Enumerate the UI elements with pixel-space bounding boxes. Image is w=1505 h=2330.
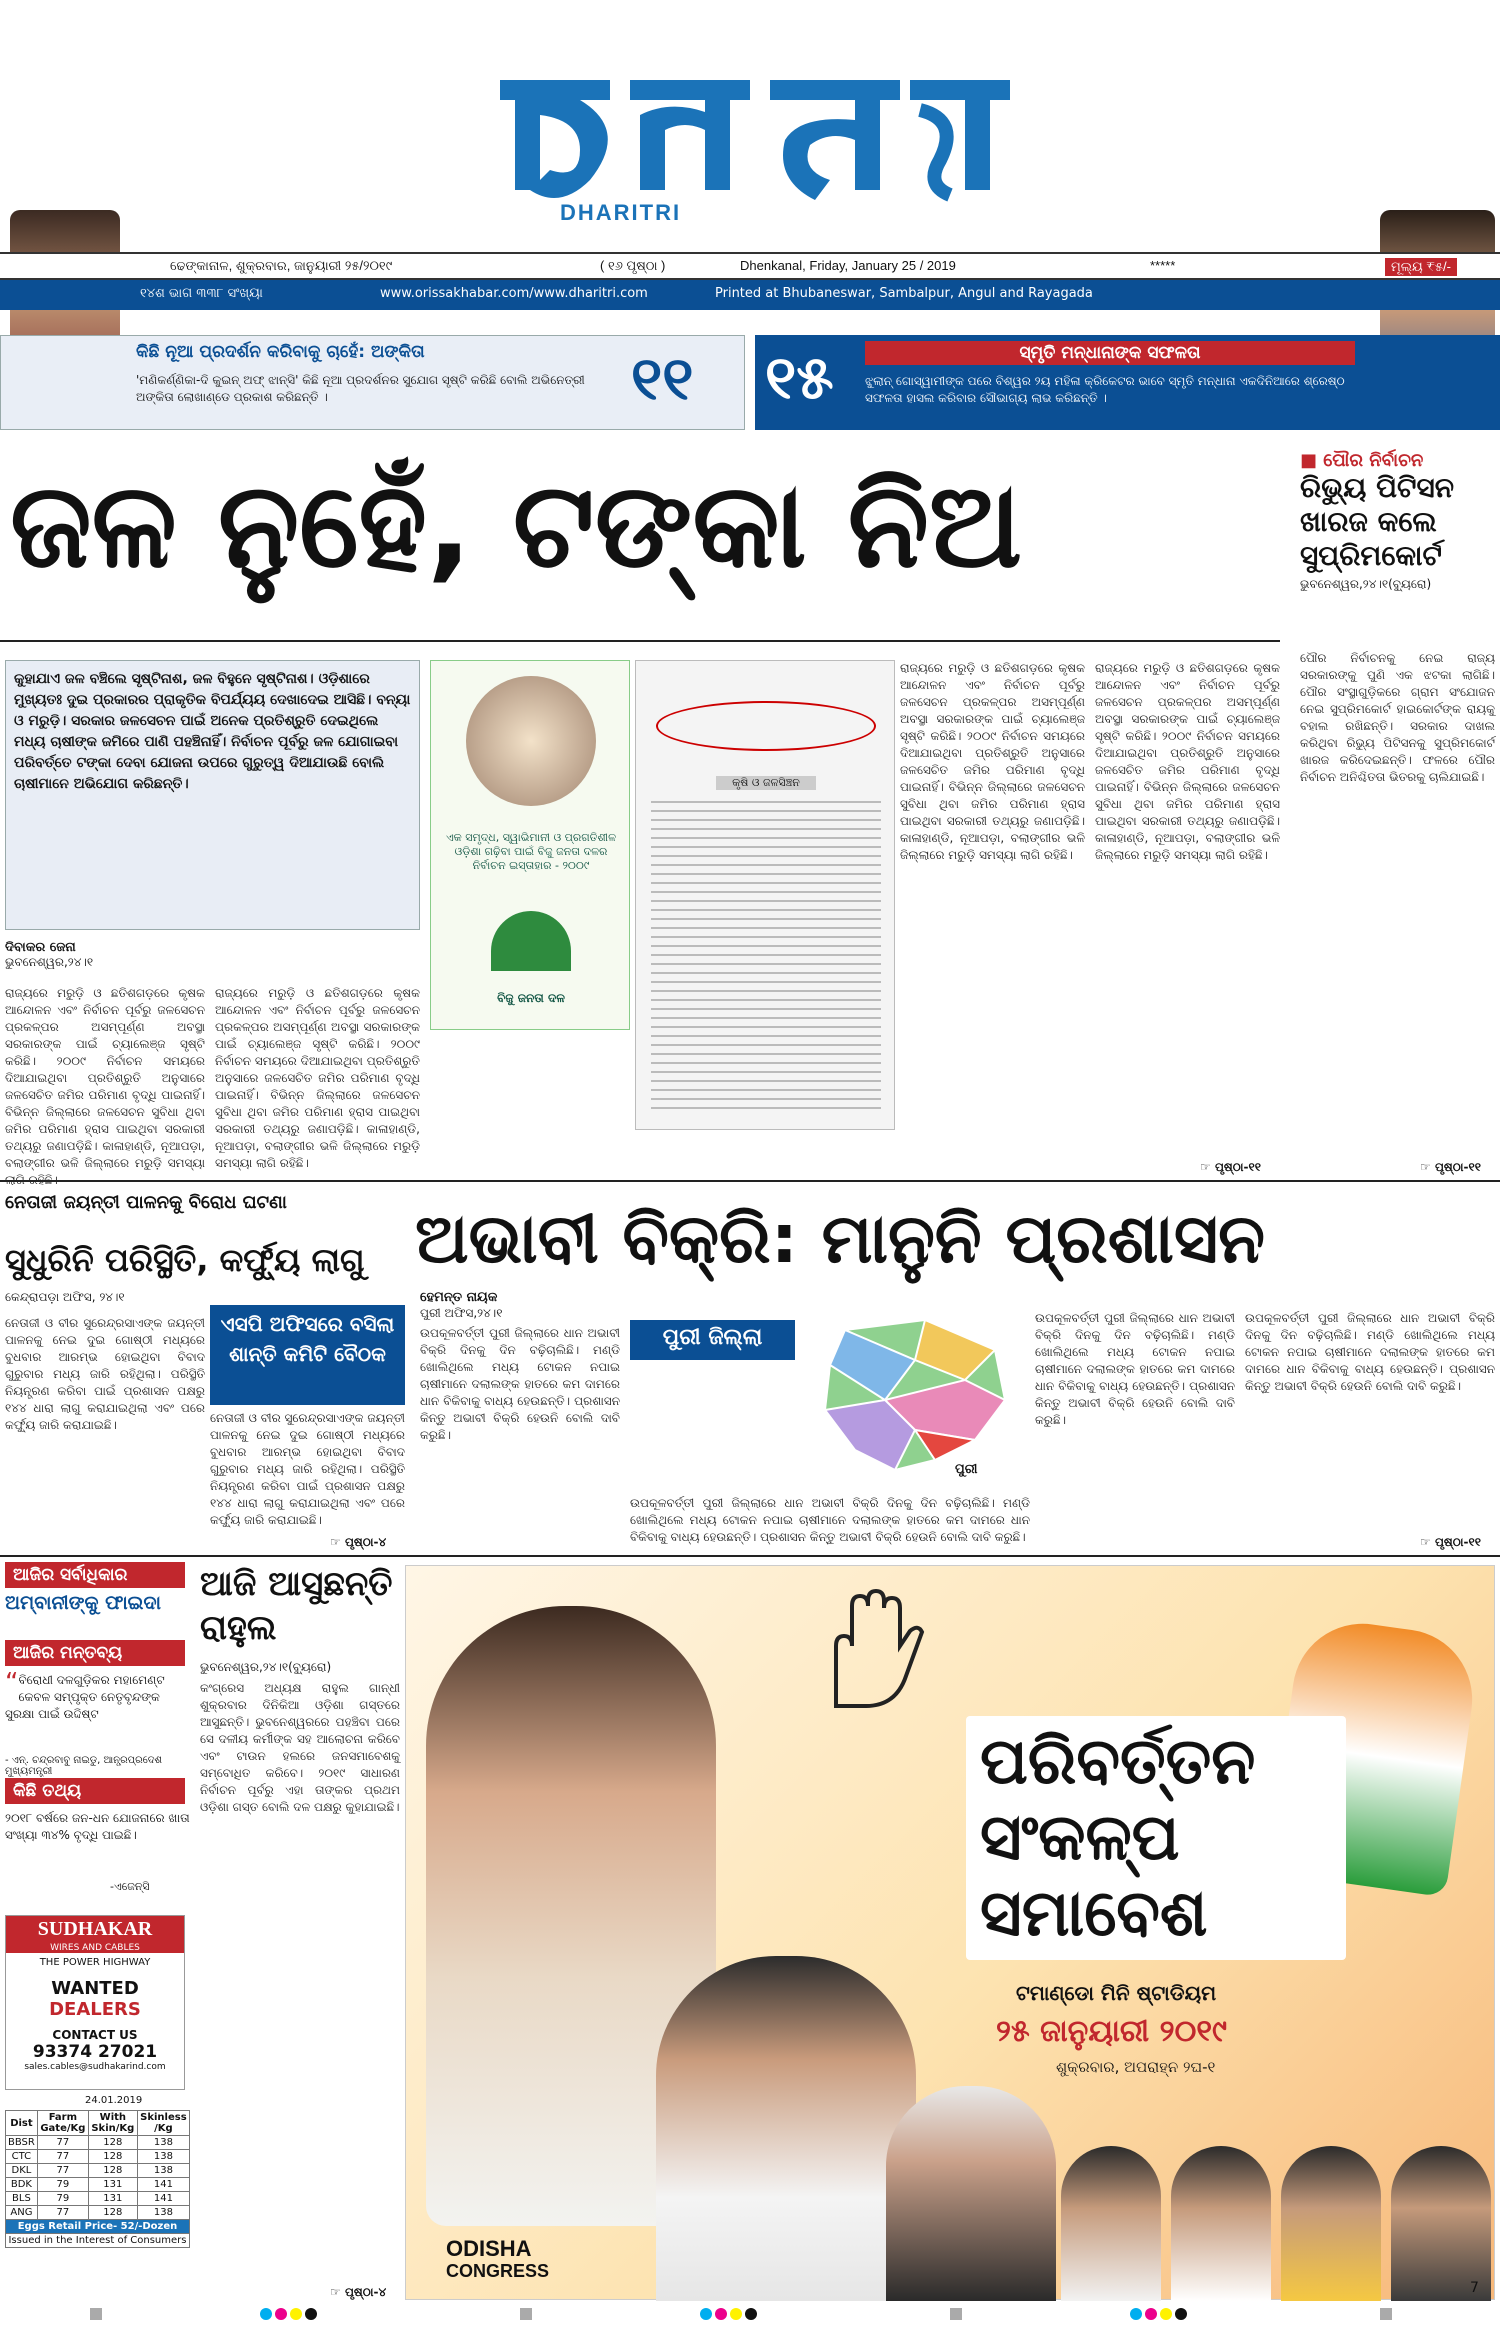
brief-text-1: ଅମ୍ବାନୀଙ୍କୁ ଫାଇଦା [5, 1592, 161, 1614]
leader-photo-7 [1391, 2146, 1491, 2301]
teaser-page: ୧୧ [631, 344, 694, 414]
hand-symbol-icon [806, 1586, 926, 1716]
egg-price-table [5, 2110, 190, 2248]
lead-body-col3: ରାଜ୍ୟରେ ମରୁଡ଼ି ଓ ଛତିଶଗଡ଼ରେ କୃଷକ ଆନ୍ଦୋଳନ ଏବଂ ନିର୍ବାଚନ ପୂର୍ବରୁ ଜଳସେଚନ ପ୍ରକଳ୍ପର ଅସମ୍ପୂର୍ଣ୍ଣ ଅବସ୍ଥା ସରକାରଙ୍କ ପାଇଁ ଚ୍ୟାଲେଞ୍ଜ ସୃଷ୍ଟି କରିଛି। ୨୦୦୯ ନିର୍ବାଚନ ସମୟରେ ଦିଆଯାଇଥିବା ପ୍ରତିଶ୍ରୁତି ଅନୁସାରେ ଜଳସେଚିତ ଜମିର ପରିମାଣ ବୃଦ୍ଧି ପାଇନାହିଁ। ବିଭିନ୍ନ ଜିଲ୍ଲାରେ ଜଳସେଚନ ସୁବିଧା ଥିବା ଜମିର ପରିମାଣ ହ୍ରାସ ପାଇଥିବା ସରକାରୀ ତଥ୍ୟରୁ ଜଣାପଡ଼ିଛି। କାଳାହାଣ୍ଡି, ନୂଆପଡ଼ା, ବଲାଙ୍ଗୀର ଭଳି ଜିଲ୍ଲାରେ ମରୁଡ଼ି ସମସ୍ୟା ଲାଗି ରହିଛି। [900, 661, 1085, 862]
lead-body-col1: ରାଜ୍ୟରେ ମରୁଡ଼ି ଓ ଛତିଶଗଡ଼ରେ କୃଷକ ଆନ୍ଦୋଳନ ଏବଂ ନିର୍ବାଚନ ପୂର୍ବରୁ ଜଳସେଚନ ପ୍ରକଳ୍ପର ଅସମ୍ପୂର୍ଣ୍ଣ ଅବସ୍ଥା ସରକାରଙ୍କ ପାଇଁ ଚ୍ୟାଲେଞ୍ଜ ସୃଷ୍ଟି କରିଛି। ୨୦୦୯ ନିର୍ବାଚନ ସମୟରେ ଦିଆଯାଇଥିବା ପ୍ରତିଶ୍ରୁତି ଅନୁସାରେ ଜଳସେଚିତ ଜମିର ପରିମାଣ ବୃଦ୍ଧି ପାଇନାହିଁ। ବିଭିନ୍ନ ଜିଲ୍ଲାରେ ଜଳସେଚନ ସୁବିଧା ଥିବା ଜମିର ପରିମାଣ ହ୍ରାସ ପାଇଥିବା ସରକାରୀ ତଥ୍ୟରୁ ଜଣାପଡ଼ିଛି। କାଳାହାଣ୍ଡି, ନୂଆପଡ଼ା, ବଲାଙ୍ଗୀର ଭଳି ଜିଲ୍ଲାରେ ମରୁଡ଼ି ସମସ୍ୟା [5, 986, 205, 1170]
side-dateline: ଭୁବନେଶ୍ୱର,୨୪।୧(ବ୍ୟୁରୋ) [1300, 577, 1432, 591]
dharitri-logo-icon [470, 20, 1030, 230]
site-url[interactable]: www.orissakhabar.com/www.dharitri.com [380, 286, 648, 301]
ad-venue: ଟମାଣ୍ଡୋ ମିନି ଷ୍ଟାଡିୟମ [1016, 1981, 1217, 2005]
rahul-headline: ଆଜି ଆସୁଛନ୍ତି ରାହୁଲ [200, 1564, 393, 1648]
sudhakar-ad[interactable] [5, 1915, 185, 2090]
date-odia: ଢେଙ୍କାନାଳ, ଶୁକ୍ରବାର, ଜାନୁୟାରୀ ୨୫/୨୦୧୯ [170, 258, 393, 273]
masthead-logo [470, 20, 1030, 230]
brief-fact: ୨୦୧୮ ବର୍ଷରେ ଜନ-ଧନ ଯୋଜନାରେ ଖାତା ସଂଖ୍ୟା ୩୪% ବୃଦ୍ଧି ପାଇଛି। [5, 1811, 190, 1842]
sudhakar-sub: WIRES AND CABLES [6, 1943, 184, 1953]
story-three-body-col4: ଉପକୂଳବର୍ତ୍ତୀ ପୁରୀ ଜିଲ୍ଲାରେ ଧାନ ଅଭାବୀ ବିକ୍ରି ଦିନକୁ ଦିନ ବଢ଼ିଚାଲିଛି। ମଣ୍ଡି ଖୋଲିଥିଲେ ମଧ୍ୟ ଟୋକନ ନପାଇ ଚାଷୀମାନେ ଦଲାଲଙ୍କ ହାତରେ କମ ଦାମରେ ଧାନ ବିକିବାକୁ ବାଧ୍ୟ ହେଉଛନ୍ତି। ପ୍ରଶାସନ କିନ୍ତୁ ଅଭାବୀ ବିକ୍ରି ହେଉନି ବୋଲି ଦାବି କରୁଛି। [1245, 1311, 1495, 1393]
conch-symbol-icon [491, 911, 571, 971]
teaser-body: 'ମଣିକର୍ଣ୍ଣିକା-ଦି କୁଇନ୍ ଅଫ୍ ଝାନ୍ସି' କିଛି ନୂଆ ପ୍ରଦର୍ଶନର ସୁଯୋଗ ସୃଷ୍ଟି କରିଛି ବୋଲି ଅଭିନେତ୍ରୀ ଅଙ୍କିତା ଲୋଖାଣ୍ଡେ ପ୍ରକାଶ କରିଛନ୍ତି । [136, 373, 585, 404]
table-row: BLS 79 131 141 [6, 2192, 190, 2206]
date-en: Dhenkanal, Friday, January 25 / 2019 [740, 258, 956, 273]
sudhakar-email[interactable]: sales.cables@sudhakarind.com [24, 2062, 166, 2072]
brief-fact-src: -ଏଜେନ୍ସି [110, 1880, 150, 1893]
printed-at: Printed at Bhubaneswar, Sambalpur, Angul and Rayagada [715, 286, 1093, 301]
lead-summary: କୁହାଯାଏ ଜଳ ବଞ୍ଚିଲେ ସୃଷ୍ଟିନାଶ, ଜଳ ବିହୁନେ ସୃଷ୍ଟିନାଶ। ଓଡ଼ିଶାରେ ମୁଖ୍ୟତଃ ଦୁଇ ପ୍ରକାରର ପ୍ରାକୃତିକ ବିପର୍ଯ୍ୟୟ ଦେଖାଦେଇ ଆସିଛି। ବନ୍ୟା ଓ ମରୁଡ଼ି। ସରକାର ଜଳସେଚନ ପାଇଁ ଅନେକ ପ୍ରତିଶ୍ରୁତି ଦେଇଥିଲେ ମଧ୍ୟ ଚାଷୀଙ୍କ ଜମିରେ ପାଣି ପହଞ୍ଚିନାହିଁ। ନିର୍ବାଚନ ପୂର୍ବରୁ ଜଳ ଯୋଗାଇବା ପରିବର୍ତ୍ତେ ଟଙ୍କା ଦେବା ଯୋଜନା ଉପରେ ଗୁରୁତ୍ୱ ଦିଆଯାଉଛି ବୋଲି ଚାଷୀମାନେ ଅଭିଯୋଗ କରିଛନ୍ତି। [5, 660, 420, 930]
reg-cmyk-2 [700, 2305, 760, 2317]
brief-quote-by: - ଏନ୍. ଚନ୍ଦ୍ରବାବୁ ନାଇଡୁ, ଆନ୍ଧ୍ରପ୍ରଦେଶ ମୁଖ୍ୟମନ୍ତ୍ରୀ [5, 1755, 163, 1777]
manifesto-page-image [635, 660, 895, 1130]
table-row: BBSR 77 128 138 [6, 2136, 190, 2150]
highlight-ellipse [656, 701, 876, 751]
congress-rally-ad[interactable] [405, 1565, 1495, 2300]
table-row: CTC 77 128 138 [6, 2150, 190, 2164]
side-story-body: ପୌର ନିର୍ବାଚନକୁ ନେଇ ରାଜ୍ୟ ସରକାରଙ୍କୁ ପୁଣି ଏକ ଝଟକା ଲାଗିଛି। ପୌର ସଂସ୍ଥାଗୁଡ଼ିକରେ ଗ୍ରାମ ସଂଯୋଜନ ନେଇ ସୁପ୍ରିମକୋର୍ଟ ହାଇକୋର୍ଟଙ୍କ ରାୟକୁ ବହାଲ ରଖିଛନ୍ତି। ସରକାର ଦାଖଲ କରିଥିବା ରିଭ୍ୟୁ ପିଟିସନକୁ ସୁପ୍ରିମକୋର୍ଟ ଖାରଜ କରିଦେଇଛନ୍ତି। ଫଳରେ ପୌର ନିର୍ବାଚନ ଅନିଶ୍ଚିତତା ଭିତରକୁ ଚାଲିଯାଇଛି। [1300, 651, 1495, 784]
info-stripe [0, 280, 1500, 310]
quote-icon: “ [5, 1668, 19, 1698]
table-row: DKL 77 128 138 [6, 2164, 190, 2178]
manifesto-image [430, 660, 630, 1030]
leader-photo-5 [1171, 2146, 1271, 2301]
sudhakar-tag: THE POWER HIGHWAY [39, 1957, 151, 1968]
story-two-body-col2: ନେତାଜୀ ଓ ବୀର ସୁରେନ୍ଦ୍ରସାଏଙ୍କ ଜୟନ୍ତୀ ପାଳନକୁ ନେଇ ଦୁଇ ଗୋଷ୍ଠୀ ମଧ୍ୟରେ ବୁଧବାର ଆରମ୍ଭ ହୋଇଥିବା ବିବାଦ ଗୁରୁବାର ମଧ୍ୟ ଜାରି ରହିଥିଲା। ପରିସ୍ଥିତି ନିୟନ୍ତ୍ରଣ କରିବା ପାଇଁ ପ୍ରଶାସନ ପକ୍ଷରୁ ୧୪୪ ଧାରା ଲାଗୁ କରାଯାଇଥିଲା ଏବଂ ପରେ କର୍ଫ୍ୟୁ ଜାରି କରାଯାଇଛି। [210, 1411, 405, 1527]
ad-title-line3: ସମାବେଶ [980, 1877, 1208, 1951]
ad-title-line1: ପରିବର୍ତ୍ତନ [980, 1725, 1256, 1799]
pages-odia: ( ୧୬ ପୃଷ୍ଠା ) [600, 258, 666, 273]
reg-gray-4 [1380, 2305, 1395, 2317]
rule [0, 1555, 1500, 1557]
table-row: BDK 79 131 141 [6, 2178, 190, 2192]
story-three-headline: ଅଭାବୀ ବିକ୍ରି: ମାନୁନି ପ୍ରଶାସନ [415, 1200, 1266, 1279]
manifesto-party: ବିଜୁ ଜନତା ଦଳ [497, 991, 565, 1005]
sudhakar-brand: SUDHAKAR [6, 1916, 184, 1943]
ad-date: ୨୫ ଜାନୁୟାରୀ ୨୦୧୯ [996, 2014, 1227, 2049]
sudhakar-dealers: DEALERS [49, 1999, 141, 2020]
story-two-headline: ସୁଧୁରିନି ପରିସ୍ଥିତି, କର୍ଫ୍ୟୁ ଲାଗୁ [5, 1241, 365, 1279]
story-three-body-col2: ଉପକୂଳବର୍ତ୍ତୀ ପୁରୀ ଜିଲ୍ଲାରେ ଧାନ ଅଭାବୀ ବିକ୍ରି ଦିନକୁ ଦିନ ବଢ଼ିଚାଲିଛି। ମଣ୍ଡି ଖୋଲିଥିଲେ ମଧ୍ୟ ଟୋକନ ନପାଇ ଚାଷୀମାନେ ଦଲାଲଙ୍କ ହାତରେ କମ ଦାମରେ ଧାନ ବିକିବାକୁ ବାଧ୍ୟ ହେଉଛନ୍ତି। ପ୍ରଶାସନ କିନ୍ତୁ ଅଭାବୀ ବିକ୍ରି ହେଉନି ବୋଲି ଦାବି କରୁଛି। [630, 1496, 1030, 1544]
rahul-body: କଂଗ୍ରେସ ଅଧ୍ୟକ୍ଷ ରାହୁଲ ଗାନ୍ଧୀ ଶୁକ୍ରବାର ଦିନିକିଆ ଓଡ଼ିଶା ଗସ୍ତରେ ଆସୁଛନ୍ତି। ଭୁବନେଶ୍ୱରରେ ପହଞ୍ଚିବା ପରେ ସେ ଦଳୀୟ କର୍ମୀଙ୍କ ସହ ଆଲୋଚନା କରିବେ ଏବଂ ଟାଉନ ହଲରେ ଜନସମାବେଶକୁ ସମ୍ବୋଧିତ କରିବେ। ୨୦୧୯ ସାଧାରଣ ନିର୍ବାଚନ ପୂର୍ବରୁ ଏହା ତାଙ୍କର ପ୍ରଥମ ଓଡ଼ିଶା ଗସ୍ତ ବୋଲି ଦଳ ପକ୍ଷରୁ କୁହାଯାଇଛି। [200, 1681, 400, 1814]
ad-title [966, 1716, 1346, 1960]
brief-quote: “ ବିରୋଧୀ ଦଳଗୁଡ଼ିକର ମହାମେଣ୍ଟ କେବଳ ସମ୍ପୃକ୍ତ ନେତୃବୃନ୍ଦଙ୍କ ସୁରକ୍ଷା ପାଇଁ ଉଦ୍ଦିଷ୍ଟ [5, 1668, 165, 1721]
egg-note-row: Issued in the Interest of Consumers [6, 2234, 190, 2248]
price: ମୂଲ୍ୟ ₹୫/- [1385, 258, 1457, 276]
teaser-page: ୧୫ [765, 343, 834, 413]
teaser-body: ଝୁଲାନ୍ ଗୋସ୍ୱାମୀଙ୍କ ପରେ ବିଶ୍ୱର ୨ୟ ମହିଳା କ୍ରିକେଟର ଭାବେ ସ୍ମୃତି ମନ୍ଧାନା ଏକଦିନିଆରେ ଶ୍ରେଷ୍ଠ ସଫଳତା ହାସଲ କରିବାର ସୌଭାଗ୍ୟ ଲାଭ କରିଛନ୍ତି । [865, 374, 1345, 405]
dateline-bar [0, 252, 1500, 280]
teaser-smriti[interactable] [755, 335, 1500, 430]
story-two-body-col1: ନେତାଜୀ ଓ ବୀର ସୁରେନ୍ଦ୍ରସାଏଙ୍କ ଜୟନ୍ତୀ ପାଳନକୁ ନେଇ ଦୁଇ ଗୋଷ୍ଠୀ ମଧ୍ୟରେ ବୁଧବାର ଆରମ୍ଭ ହୋଇଥିବା ବିବାଦ ଗୁରୁବାର ମଧ୍ୟ ଜାରି ରହିଥିଲା। ପରିସ୍ଥିତି ନିୟନ୍ତ୍ରଣ କରିବା ପାଇଁ ପ୍ରଶାସନ ପକ୍ଷରୁ ୧୪୪ ଧାରା ଲାଗୁ କରାଯାଇଥିଲା ଏବଂ ପରେ କର୍ଫ୍ୟୁ ଜାରି କରାଯାଇଛି। [5, 1316, 205, 1432]
puri-district-box: ପୁରୀ ଜିଲ୍ଲା [630, 1320, 795, 1360]
story-two-dateline: କେନ୍ଦ୍ରାପଡ଼ା ଅଫିସ, ୨୪।୧ [5, 1290, 125, 1304]
sudhakar-wanted: WANTED [51, 1978, 139, 1999]
story-three-body-col3: ଉପକୂଳବର୍ତ୍ତୀ ପୁରୀ ଜିଲ୍ଲାରେ ଧାନ ଅଭାବୀ ବିକ୍ରି ଦିନକୁ ଦିନ ବଢ଼ିଚାଲିଛି। ମଣ୍ଡି ଖୋଲିଥିଲେ ମଧ୍ୟ ଟୋକନ ନପାଇ ଚାଷୀମାନେ ଦଲାଲଙ୍କ ହାତରେ କମ ଦାମରେ ଧାନ ବିକିବାକୁ ବାଧ୍ୟ ହେଉଛନ୍ତି। ପ୍ରଶାସନ କିନ୍ତୁ ଅଭାବୀ ବିକ୍ରି ହେଉନି ବୋଲି ଦାବି କରୁଛି। [1035, 1311, 1235, 1427]
lead-body-col4: ରାଜ୍ୟରେ ମରୁଡ଼ି ଓ ଛତିଶଗଡ଼ରେ କୃଷକ ଆନ୍ଦୋଳନ ଏବଂ ନିର୍ବାଚନ ପୂର୍ବରୁ ଜଳସେଚନ ପ୍ରକଳ୍ପର ଅସମ୍ପୂର୍ଣ୍ଣ ଅବସ୍ଥା ସରକାରଙ୍କ ପାଇଁ ଚ୍ୟାଲେଞ୍ଜ ସୃଷ୍ଟି କରିଛି। ୨୦୦୯ ନିର୍ବାଚନ ସମୟରେ ଦିଆଯାଇଥିବା ପ୍ରତିଶ୍ରୁତି ଅନୁସାରେ ଜଳସେଚିତ ଜମିର ପରିମାଣ ବୃଦ୍ଧି ପାଇନାହିଁ। ବିଭିନ୍ନ ଜିଲ୍ଲାରେ ଜଳସେଚନ ସୁବିଧା ଥିବା ଜମିର ପରିମାଣ ହ୍ରାସ ପାଇଥିବା ସରକାରୀ ତଥ୍ୟରୁ ଜଣାପଡ଼ିଛି। କାଳାହାଣ୍ଡି, ନୂଆପଡ଼ା, ବଲାଙ୍ଗୀର ଭଳି ଜିଲ୍ଲାରେ ମରୁଡ଼ି ସମସ୍ୟା ଲାଗି ରହିଛି। [1095, 661, 1280, 862]
doc-text-lines [651, 801, 881, 1111]
brief-label-3: କିଛି ତଥ୍ୟ [5, 1778, 185, 1804]
story-three-continued[interactable]: ☞ ପୃଷ୍ଠା-୧୧ [1420, 1535, 1481, 1549]
story-two-kicker: ନେତାଜୀ ଜୟନ୍ତୀ ପାଳନକୁ ବିରୋଧ ଘଟଣା [5, 1192, 287, 1213]
leader-photo-6 [1281, 2146, 1381, 2301]
edition: ୧୪ଶ ଭାଗ ୩୩୮ ସଂଖ୍ୟା [140, 286, 263, 301]
teaser-title: କିଛି ନୂଆ ପ୍ରଦର୍ଶନ କରିବାକୁ ଚାହେଁ: ଅଙ୍କିତା [136, 342, 425, 362]
teaser-ankita[interactable] [0, 335, 745, 430]
ad-party-2: CONGRESS [446, 2261, 550, 2281]
rule [0, 640, 1280, 642]
leader-photo-4 [1061, 2146, 1161, 2301]
odisha-map [805, 1310, 1025, 1490]
manifesto-caption: ଏକ ସମୃଦ୍ଧ, ସ୍ୱାଭିମାନୀ ଓ ପ୍ରଗତିଶୀଳ ଓଡ଼ିଶା ଗଢ଼ିବା ପାଇଁ ବିଜୁ ଜନତା ଦଳର ନିର୍ବାଚନ ଇସ୍ତାହାର - ୨୦୦୯ [445, 831, 617, 872]
leader-photo [466, 676, 596, 806]
story-three-byline: ହେମନ୍ତ ନାୟକ [420, 1290, 498, 1305]
side-headline: ରିଭ୍ୟୁ ପିଟିସନ ଖାରଜ କଲେ ସୁପ୍ରିମକୋର୍ଟ [1300, 471, 1455, 572]
reg-cmyk-1 [260, 2305, 320, 2317]
sudhakar-contact: CONTACT US [52, 2028, 138, 2042]
lead-dateline: ଭୁବନେଶ୍ୱର,୨୪।୧ [5, 955, 94, 969]
rule [0, 1180, 1500, 1182]
ad-time: ଶୁକ୍ରବାର, ଅପରାହ୍ନ ୨ଘ-୧ [1056, 2058, 1216, 2076]
odisha-map-icon [805, 1310, 1025, 1490]
reg-gray-2 [520, 2305, 535, 2317]
lead-body-col2: ରାଜ୍ୟରେ ମରୁଡ଼ି ଓ ଛତିଶଗଡ଼ରେ କୃଷକ ଆନ୍ଦୋଳନ ଏବଂ ନିର୍ବାଚନ ପୂର୍ବରୁ ଜଳସେଚନ ପ୍ରକଳ୍ପର ଅସମ୍ପୂର୍ଣ୍ଣ ଅବସ୍ଥା ସରକାରଙ୍କ ପାଇଁ ଚ୍ୟାଲେଞ୍ଜ ସୃଷ୍ଟି କରିଛି। ୨୦୦୯ ନିର୍ବାଚନ ସମୟରେ ଦିଆଯାଇଥିବା ପ୍ରତିଶ୍ରୁତି ଅନୁସାରେ ଜଳସେଚିତ ଜମିର ପରିମାଣ ବୃଦ୍ଧି ପାଇନାହିଁ। ବିଭିନ୍ନ ଜିଲ୍ଲାରେ ଜଳସେଚନ ସୁବିଧା ଥିବା ଜମିର ପରିମାଣ ହ୍ରାସ ପାଇଥିବା ସରକାରୀ ତଥ୍ୟରୁ ଜଣାପଡ଼ିଛି। କାଳାହାଣ୍ଡି, ନୂଆପଡ଼ା, ବଲାଙ୍ଗୀର ଭଳି ଜିଲ୍ଲାରେ ମରୁଡ଼ି ସମସ୍ୟା ଲାଗି ରହିଛି। [215, 986, 420, 1170]
brief-label-1: ଆଜିର ସର୍ବାଧିକାର [5, 1562, 185, 1588]
stars: ***** [1150, 258, 1176, 273]
side-continued[interactable]: ☞ ପୃଷ୍ଠା-୧୧ [1420, 1160, 1481, 1174]
reg-cmyk-3 [1130, 2305, 1190, 2317]
brief-label-2: ଆଜିର ମନ୍ତବ୍ୟ [5, 1640, 185, 1666]
story-two-continued[interactable]: ☞ ପୃଷ୍ଠା-୪ [330, 1535, 387, 1549]
map-puri-label: ପୁରୀ [955, 1462, 978, 1477]
page-number: 7 [1470, 2280, 1479, 2296]
egg-date: 24.01.2019 [85, 2095, 143, 2106]
lead-continued[interactable]: ☞ ପୃଷ୍ଠା-୧୧ [1200, 1160, 1261, 1174]
story-two-box: ଏସପି ଅଫିସରେ ବସିଲା ଶାନ୍ତି କମିଟି ବୈଠକ [210, 1305, 405, 1405]
reg-gray-1 [90, 2305, 105, 2317]
ad-title-line2: ସଂକଳ୍ପ [980, 1801, 1180, 1875]
sudhakar-phone[interactable]: 93374 27021 [32, 2042, 158, 2062]
side-story-title [1300, 450, 1490, 592]
egg-table-header: Dist Farm Gate/Kg With Skin/Kg Skinless /Kg [6, 2111, 190, 2136]
lead-headline: ଜଳ ନୁହେଁ, ଟଙ୍କା ନିଅ [10, 456, 1023, 594]
lead-byline: ଦିବାକର ଜେନା [5, 940, 76, 955]
ad-party-1: ODISHA [446, 2236, 532, 2261]
leader-photo-3 [886, 2086, 1056, 2301]
brand-name-en: DHARITRI [560, 200, 682, 225]
lead-byline-block [5, 940, 420, 970]
doc-heading: କୃଷି ଓ ଜଳସିଞ୍ଚନ [716, 776, 816, 790]
reg-gray-3 [950, 2305, 965, 2317]
table-row: ANG 77 128 138 [6, 2206, 190, 2220]
side-kicker: ■ ପୌର ନିର୍ବାଚନ [1300, 450, 1424, 471]
story-three-body-col1: ଉପକୂଳବର୍ତ୍ତୀ ପୁରୀ ଜିଲ୍ଲାରେ ଧାନ ଅଭାବୀ ବିକ୍ରି ଦିନକୁ ଦିନ ବଢ଼ିଚାଲିଛି। ମଣ୍ଡି ଖୋଲିଥିଲେ ମଧ୍ୟ ଟୋକନ ନପାଇ ଚାଷୀମାନେ ଦଲାଲଙ୍କ ହାତରେ କମ ଦାମରେ ଧାନ ବିକିବାକୁ ବାଧ୍ୟ ହେଉଛନ୍ତି। ପ୍ରଶାସନ କିନ୍ତୁ ଅଭାବୀ ବିକ୍ରି ହେଉନି ବୋଲି ଦାବି କରୁଛି। [420, 1326, 620, 1442]
teaser-title: ସ୍ମୃତି ମନ୍ଧାନାଙ୍କ ସଫଳତା [865, 341, 1355, 365]
egg-note-row: Eggs Retail Price- 52/-Dozen [6, 2220, 190, 2234]
rahul-continued[interactable]: ☞ ପୃଷ୍ଠା-୪ [330, 2285, 387, 2299]
rahul-dateline: ଭୁବନେଶ୍ୱର,୨୪।୧(ବ୍ୟୁରୋ) [200, 1660, 332, 1674]
leader-photo-2 [656, 1956, 916, 2301]
story-three-dateline: ପୁରୀ ଅଫିସ,୨୪।୧ [420, 1306, 503, 1320]
